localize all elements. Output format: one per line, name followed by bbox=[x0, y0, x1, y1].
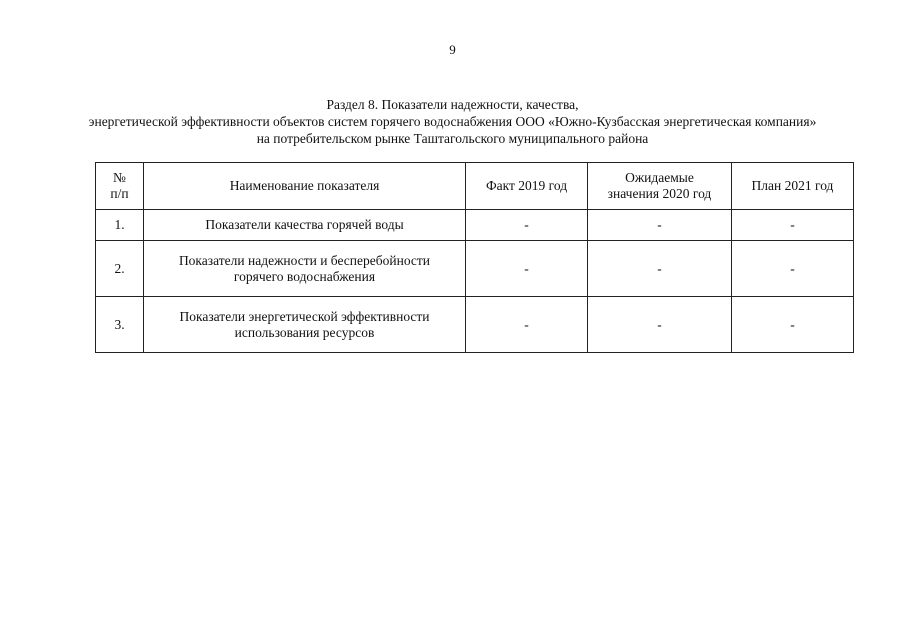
heading-line-1: Раздел 8. Показатели надежности, качества, bbox=[326, 97, 579, 112]
heading-line-2: энергетической эффективности объектов систем горячего водоснабжения ООО «Южно-Кузбасская энергетическая компания» bbox=[88, 114, 817, 129]
header-indicator-name: Наименование показателя bbox=[144, 163, 466, 210]
row-indicator-name-line-2: использования ресурсов bbox=[234, 324, 375, 340]
header-number-line-2: п/п bbox=[110, 186, 129, 201]
indicators-table bbox=[95, 162, 854, 353]
table-row bbox=[96, 241, 854, 297]
row-number: 3. bbox=[96, 297, 144, 353]
row-fact-value: - bbox=[466, 241, 588, 297]
row-expected-value: - bbox=[588, 241, 732, 297]
row-plan-value: - bbox=[732, 241, 854, 297]
row-fact-value: - bbox=[466, 210, 588, 241]
header-number-line-1: № bbox=[113, 170, 126, 185]
header-fact-2019: Факт 2019 год bbox=[466, 163, 588, 210]
row-plan-value: - bbox=[732, 297, 854, 353]
row-indicator-name bbox=[144, 241, 466, 297]
heading-line-3: на потребительском рынке Таштагольского муниципального района bbox=[256, 131, 649, 146]
row-expected-value: - bbox=[588, 210, 732, 241]
page-number: 9 bbox=[449, 42, 456, 57]
header-expected-line-1: Ожидаемые bbox=[625, 170, 694, 185]
row-indicator-name-line-1: Показатели надежности и бесперебойности bbox=[178, 252, 431, 268]
table-row bbox=[96, 297, 854, 353]
row-indicator-name-line-2: горячего водоснабжения bbox=[233, 268, 376, 284]
header-plan-2021: План 2021 год bbox=[732, 163, 854, 210]
header-expected-line-2: значения 2020 год bbox=[607, 186, 712, 201]
row-number: 1. bbox=[96, 210, 144, 241]
row-expected-value: - bbox=[588, 297, 732, 353]
row-indicator-name-line-1: Показатели энергетической эффективности bbox=[179, 308, 430, 324]
row-number: 2. bbox=[96, 241, 144, 297]
row-indicator-name-line-1: Показатели качества горячей воды bbox=[205, 217, 404, 232]
header-number bbox=[96, 163, 144, 210]
table-row bbox=[96, 210, 854, 241]
row-indicator-name bbox=[144, 297, 466, 353]
row-plan-value: - bbox=[732, 210, 854, 241]
section-heading bbox=[0, 96, 905, 147]
row-fact-value: - bbox=[466, 297, 588, 353]
header-expected-2020 bbox=[588, 163, 732, 210]
row-indicator-name bbox=[144, 210, 466, 241]
table-header-row bbox=[96, 163, 854, 210]
